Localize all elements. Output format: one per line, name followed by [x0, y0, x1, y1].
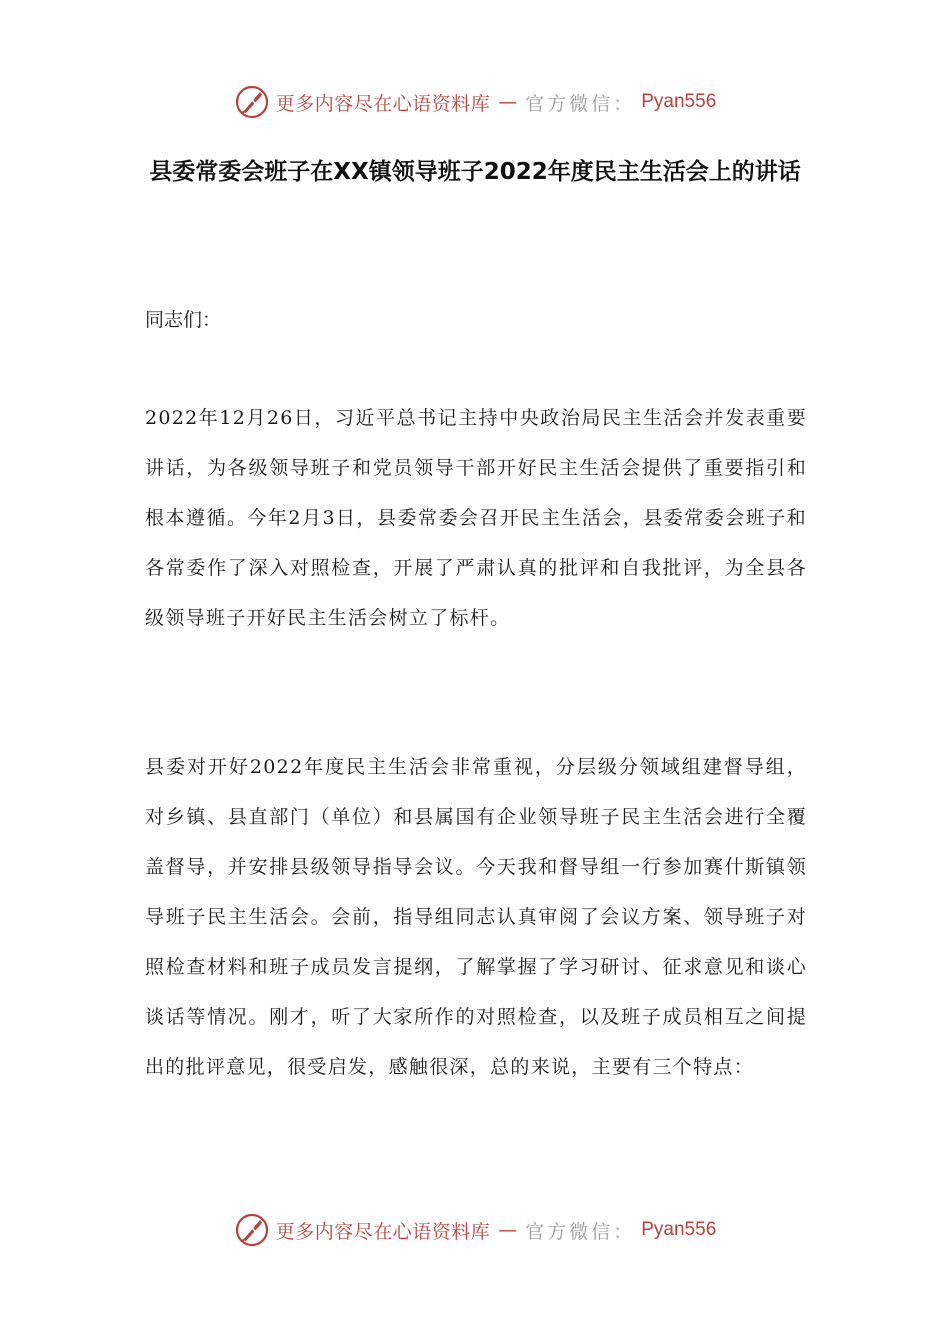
banner-text: 更多内容尽在心语资料库	[275, 92, 491, 115]
document-title: 县委常委会班子在XX镇领导班子2022年度民主生活会上的讲话	[149, 159, 801, 185]
banner-wechat-label: 官方微信：	[525, 1220, 636, 1243]
banner-separator: —	[498, 1219, 518, 1241]
header-banner	[0, 82, 950, 122]
banner-wechat-id: Pyan556	[641, 1219, 717, 1240]
banner-wechat-label: 官方微信：	[525, 92, 636, 115]
salutation: 同志们：	[145, 309, 222, 331]
footer-banner	[0, 1210, 950, 1250]
quill-logo-icon	[234, 1212, 270, 1248]
paragraph-2: 县委对开好2022年度民主生活会非常重视，分层级分领域组建督导组，对乡镇、县直部门（单位）和县属国有企业领导班子民主生活会进行全覆盖督导，并安排县级领导指导会议。今天我和督导组一行参加赛什斯镇领导班子民主生活会。会前，指导组同志认真审阅了会议方案、领导班子对照检查材料和班子成员发言提纲，了解掌握了学习研讨、征求意见和谈心谈话等情况。刚才，听了大家所作的对照检查，以及班子成员相互之间提出的批评意见，很受启发，感触很深，总的来说，主要有三个特点：	[145, 756, 807, 1078]
banner-text: 更多内容尽在心语资料库	[275, 1220, 491, 1243]
quill-logo-icon	[234, 84, 270, 120]
paragraph-1: 2022年12月26日，习近平总书记主持中央政治局民主生活会并发表重要讲话，为各级领导班子和党员领导干部开好民主生活会提供了重要指引和根本遵循。今年2月3日，县委常委会召开民主生活会，县委常委会班子和各常委作了深入对照检查，开展了严肃认真的批评和自我批评，为全县各级领导班子开好民主生活会树立了标杆。	[145, 407, 807, 629]
banner-separator: —	[498, 91, 518, 113]
banner-wechat-id: Pyan556	[641, 91, 717, 112]
